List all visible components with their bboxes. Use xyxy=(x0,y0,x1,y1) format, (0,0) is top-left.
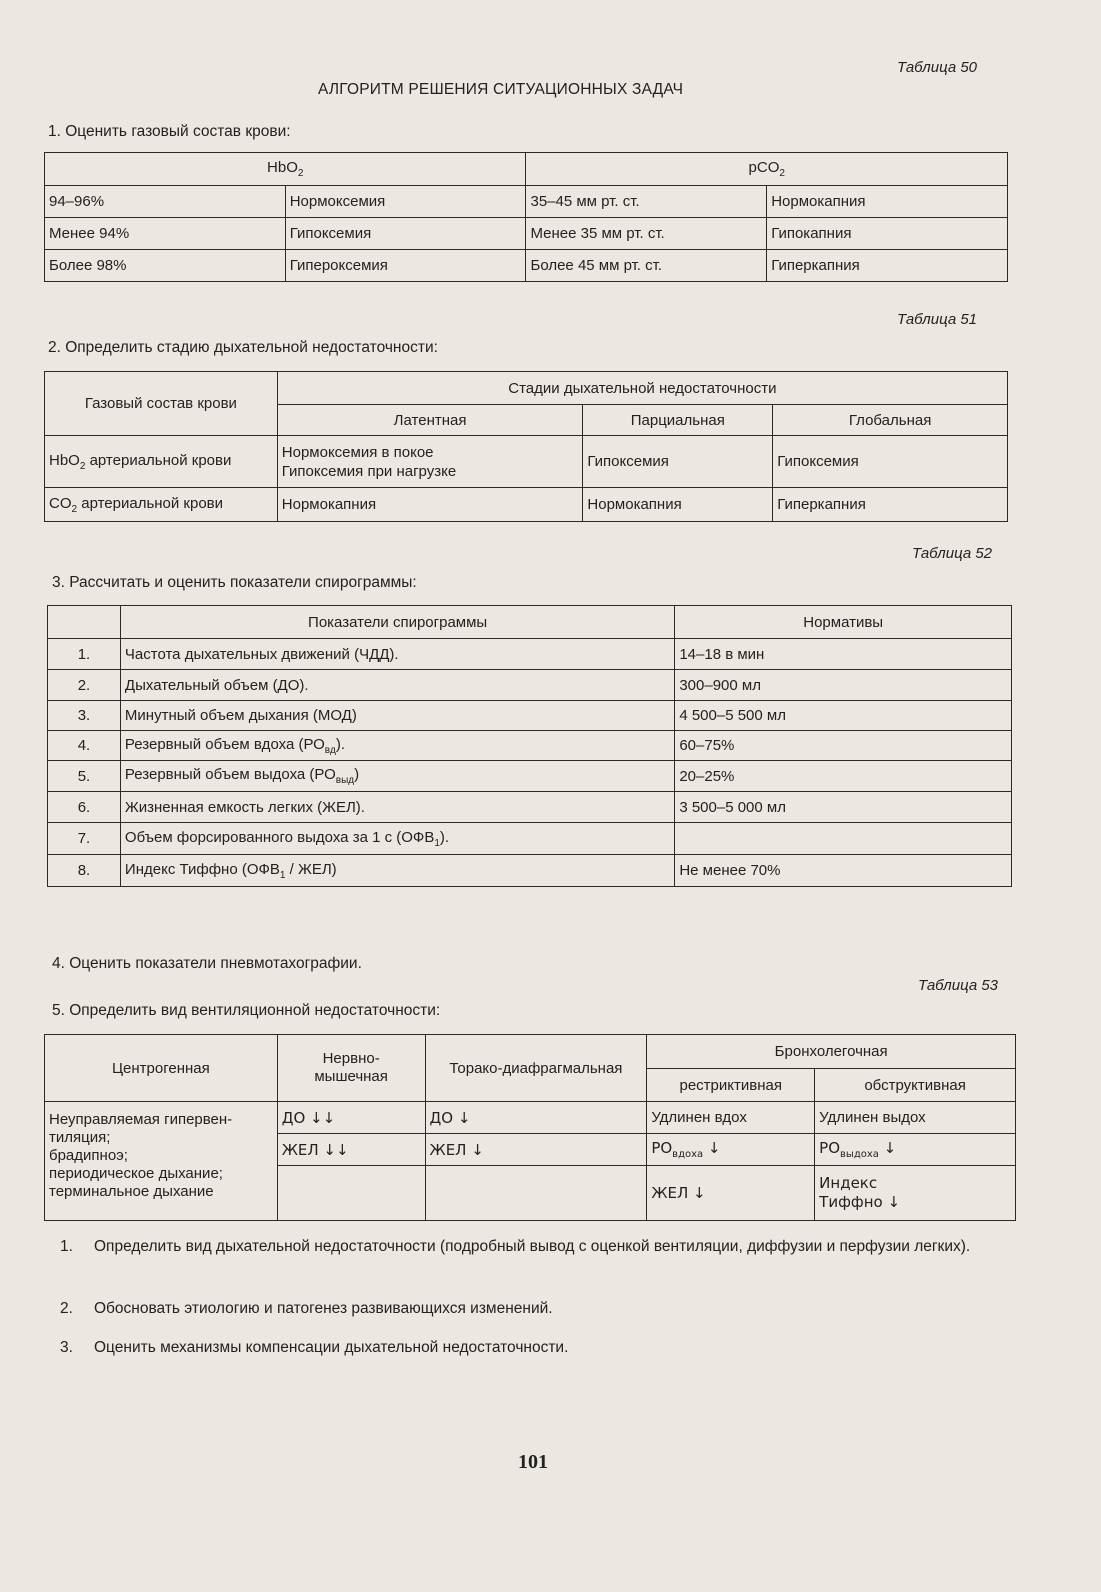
section-2-heading: 2. Определить стадию дыхательной недостаточности: xyxy=(48,339,438,356)
row-label-hbo2: HbO$_2$ артериальной крови xyxy=(45,436,278,488)
table-row xyxy=(48,639,1012,670)
partial-value: Гипоксемия xyxy=(583,436,773,488)
header-restrictive: рестриктивная xyxy=(647,1069,815,1102)
row-number: 7. xyxy=(48,823,121,855)
thoraco-value: ЖЕЛ ↓ xyxy=(425,1134,647,1166)
question-text: Обосновать этиологию и патогенез развивающихся изменений. xyxy=(94,1300,553,1317)
indicator-name: Резервный объем выдоха $(РО_{выд})$ xyxy=(120,761,674,792)
indicator-name: Индекс Тиффно $(ОФВ_1 / ЖЕЛ)$ xyxy=(120,855,674,887)
partial-value: Нормокапния xyxy=(583,488,773,522)
pco2-range: Менее 35 мм рт. ст. xyxy=(526,218,767,250)
header-norms: Нормативы xyxy=(675,606,1012,639)
table-53-caption: Таблица 53 xyxy=(918,977,999,994)
table-row xyxy=(45,218,1008,250)
header-centrogenic: Центрогенная xyxy=(45,1035,278,1102)
neuromuscular-value: ЖЕЛ ↓↓ xyxy=(277,1134,425,1166)
latent-value: Нормокапния xyxy=(277,488,583,522)
table-row xyxy=(45,186,1008,218)
row-number: 8. xyxy=(48,855,121,887)
header-thoraco-diaphragmatic: Торако-диафрагмальная xyxy=(425,1035,647,1102)
table-51-caption: Таблица 51 xyxy=(897,311,978,328)
hbo2-state: Гипероксемия xyxy=(285,250,526,282)
question-text: Определить вид дыхательной недостаточности (подробный вывод с оценкой вентиляции, диффузии и перфузии легких). xyxy=(94,1238,971,1255)
header-indicators: Показатели спирограммы xyxy=(120,606,674,639)
table-50 xyxy=(44,152,1008,282)
pco2-state: Нормокапния xyxy=(767,186,1008,218)
latent-value: Нормоксемия в покое Гипоксемия при нагрузке xyxy=(277,436,583,488)
restrictive-value: Удлинен вдох xyxy=(647,1102,815,1134)
table-53 xyxy=(44,1034,1016,1221)
header-latent: Латентная xyxy=(277,405,583,436)
thoraco-empty xyxy=(425,1166,647,1221)
section-3-heading: 3. Рассчитать и оценить показатели спирограммы: xyxy=(52,574,417,591)
question-text: Оценить механизмы компенсации дыхательной недостаточности. xyxy=(94,1339,569,1356)
question-number: 1. xyxy=(60,1238,73,1255)
header-stages: Стадии дыхательной недостаточности xyxy=(277,372,1007,405)
indicator-name: Частота дыхательных движений (ЧДД). xyxy=(120,639,674,670)
header-hbo2: HbO$_2$ xyxy=(45,153,526,186)
norm-value: 14–18 в мин xyxy=(675,639,1012,670)
pco2-state: Гипокапния xyxy=(767,218,1008,250)
norm-value: 300–900 мл xyxy=(675,670,1012,701)
table-row xyxy=(48,761,1012,792)
centrogenic-description: Неуправляемая гипервен- тиляция; брадипноэ; периодическое дыхание; терминальное дыхание xyxy=(45,1102,278,1221)
table-52 xyxy=(47,605,1012,887)
row-number: 4. xyxy=(48,731,121,761)
section-4-heading: 4. Оценить показатели пневмотахографии. xyxy=(52,955,362,972)
table-row xyxy=(45,488,1008,522)
neuromuscular-value: ДО ↓↓ xyxy=(277,1102,425,1134)
global-value: Гиперкапния xyxy=(773,488,1008,522)
norm-value: 60–75% xyxy=(675,731,1012,761)
header-number xyxy=(48,606,121,639)
hbo2-state: Нормоксемия xyxy=(285,186,526,218)
row-label-co2: $CO_2$ артериальной крови xyxy=(45,488,278,522)
table-row xyxy=(48,823,1012,855)
hbo2-range: 94–96% xyxy=(45,186,286,218)
table-row xyxy=(48,731,1012,761)
indicator-name: Объем форсированного выдоха за 1 с $(ОФВ_1)$. xyxy=(120,823,674,855)
global-value: Гипоксемия xyxy=(773,436,1008,488)
norm-value: 4 500–5 500 мл xyxy=(675,701,1012,731)
table-row xyxy=(48,670,1012,701)
section-1-heading: 1. Оценить газовый состав крови: xyxy=(48,123,291,140)
neuromuscular-empty xyxy=(277,1166,425,1221)
norm-value xyxy=(675,823,1012,855)
row-number: 2. xyxy=(48,670,121,701)
table-52-caption: Таблица 52 xyxy=(912,545,993,562)
header-obstructive: обструктивная xyxy=(815,1069,1016,1102)
question-number: 3. xyxy=(60,1339,73,1356)
question-item xyxy=(60,1298,1010,1320)
indicator-name: Минутный объем дыхания (МОД) xyxy=(120,701,674,731)
obstructive-value: Удлинен выдох xyxy=(815,1102,1016,1134)
restrictive-value: ЖЕЛ ↓ xyxy=(647,1166,815,1221)
header-pco2: pCO$_2$ xyxy=(526,153,1008,186)
obstructive-value: $РО_{выдоха}$ ↓ xyxy=(815,1134,1016,1166)
table-row xyxy=(48,792,1012,823)
indicator-name: Жизненная емкость легких (ЖЕЛ). xyxy=(120,792,674,823)
thoraco-value: ДО ↓ xyxy=(425,1102,647,1134)
table-row xyxy=(45,436,1008,488)
indicator-name: Резервный объем вдоха $(РО_{вд})$. xyxy=(120,731,674,761)
row-number: 1. xyxy=(48,639,121,670)
header-bronchopulmonary: Бронхолегочная xyxy=(647,1035,1016,1069)
pco2-range: Более 45 мм рт. ст. xyxy=(526,250,767,282)
question-item xyxy=(60,1236,1010,1280)
pco2-state: Гиперкапния xyxy=(767,250,1008,282)
hbo2-state: Гипоксемия xyxy=(285,218,526,250)
header-neuromuscular: Нервно- мышечная xyxy=(277,1035,425,1102)
norm-value: 3 500–5 000 мл xyxy=(675,792,1012,823)
restrictive-value: $РО_{вдоха}$ ↓ xyxy=(647,1134,815,1166)
header-partial: Парциальная xyxy=(583,405,773,436)
table-row xyxy=(45,250,1008,282)
table-row xyxy=(45,1102,1016,1134)
row-number: 6. xyxy=(48,792,121,823)
hbo2-range: Менее 94% xyxy=(45,218,286,250)
question-number: 2. xyxy=(60,1300,73,1317)
row-number: 5. xyxy=(48,761,121,792)
header-gas-composition: Газовый состав крови xyxy=(45,372,278,436)
row-number: 3. xyxy=(48,701,121,731)
obstructive-value: Индекс Тиффно ↓ xyxy=(815,1166,1016,1221)
page-title: АЛГОРИТМ РЕШЕНИЯ СИТУАЦИОННЫХ ЗАДАЧ xyxy=(318,81,684,98)
norm-value: 20–25% xyxy=(675,761,1012,792)
norm-value: Не менее 70% xyxy=(675,855,1012,887)
hbo2-range: Более 98% xyxy=(45,250,286,282)
pco2-range: 35–45 мм рт. ст. xyxy=(526,186,767,218)
table-row xyxy=(48,701,1012,731)
question-item xyxy=(60,1337,1010,1359)
section-5-heading: 5. Определить вид вентиляционной недостаточности: xyxy=(52,1002,441,1019)
table-row xyxy=(48,855,1012,887)
header-global: Глобальная xyxy=(773,405,1008,436)
table-51 xyxy=(44,371,1008,522)
table-50-caption: Таблица 50 xyxy=(897,59,978,76)
indicator-name: Дыхательный объем (ДО). xyxy=(120,670,674,701)
page-number: 101 xyxy=(518,1451,548,1473)
